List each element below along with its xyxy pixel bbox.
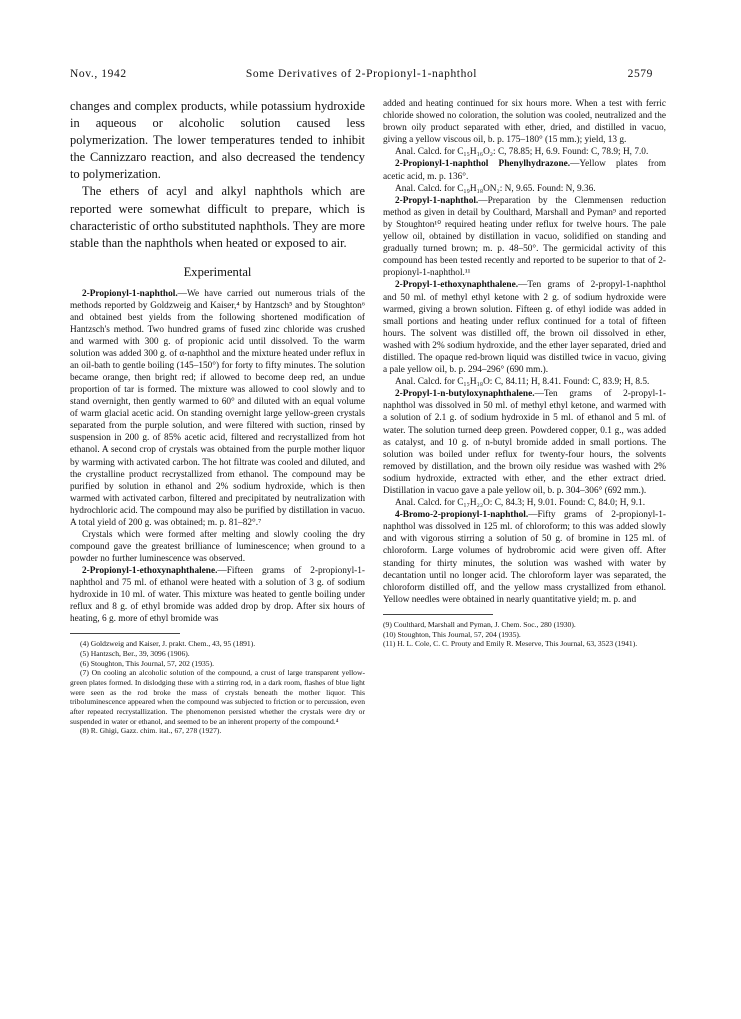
- procedure-text: —Fifty grams of 2-propionyl-1-naphthol was dissolved in 125 ml. of chloroform; to this was added slowly and with vigorous stirring a solution of 50 g. of bromine in 125 ml. of chloroform. Large volumes of hydrobromic acid were given off. After standing for thirty minutes, the solution was washed with water by decantation until no longer acid. The chloroform layer was separated, the chloroform distilled off, and the yellow mass crystallized from ethanol. Yellow needles were obtained in nearly quantitative yield; m. p. and: [383, 510, 666, 605]
- footnotes-right: [383, 620, 666, 649]
- footnotes-left: [70, 639, 365, 736]
- procedure-bromo-propionyl-naphthol: [383, 509, 666, 606]
- page-number: 2579: [627, 68, 653, 80]
- procedure-text: —We have carried out numerous trials of the methods reported by Goldzweig and Kaiser,⁴ by Hantzsch⁵ and by Stoughton⁶ and obtained best yields from the following shortened modification of Hantzsch's method. Two hundred grams of fused zinc chloride was crushed and warmed with 300 g. of propionic acid until dissolved. To the warm solution was added 300 g. of α-naphthol and the mixture heated under reflux in an oil-bath to gentle boiling (145–150°) for forty to fifty minutes. The solution became orange, then bright red; if allowed to become deep red, an undue proportion of tar is formed. The mixture was allowed to cool slowly and to stand overnight, then gently warmed to 60° and diluted with an equal volume of warm glacial acetic acid. On standing overnight large yellow-green crystals separated from the purple solution, and were filtered with suction, rinsed by suspension in 200 g. of 85% acetic acid, filtered and recrystallized from hot ethanol. A second crop of crystals was obtained from the purple mother liquor by warming with activated carbon. The hot filtrate was cooled and diluted, and the crystalline product recrystallized from ethanol. The compound may be purified by solution in ethanol and 2% sodium hydroxide, which is then warmed with activated carbon, filtered and precipitated by neutralization with hydrochloric acid. The compound may also be purified by distillation in vacuo. A total yield of 200 g. was obtained; m. p. 81–82°.⁷: [70, 288, 365, 528]
- compound-name: 2-Propyl-1-n-butyloxynaphthalene.: [395, 389, 535, 400]
- procedure-butyloxynaphthalene: [383, 388, 666, 497]
- procedure-text: —Ten grams of 2-propyl-1-naphthol and 50 ml. of methyl ethyl ketone with 2 g. of sodium hydroxide were warmed, giving a brown solution. Fifteen g. of ethyl iodide was added in small portions and heating under reflux continued for a total of fifteen hours. The solvent was distilled off, the brown oil dissolved in ether, washed with 2% sodium hydroxide, and the ether layer separated, dried and distilled. The opaque red-brown liquid was distilled twice in vacuo, giving a pale yellow oil, b. p. 294–296° (690 mm.).: [383, 280, 666, 376]
- analysis-line: Anal. Calcd. for C₁₅H₁₆O₂: C, 78.85; H, 6.9. Found: C, 78.9; H, 7.0.: [395, 147, 649, 158]
- procedure-text: —Ten grams of 2-propyl-1-naphthol was dissolved in 50 ml. of methyl ethyl ketone, and warmed with a solution of 2.1 g. of sodium hydroxide in 5 ml. of ethanol and 5 ml. of water. The solution turned deep green. Powdered copper, 0.1 g., was added as catalyst, and 10 g. of n-butyl bromide added in small portions. The solution was boiled under reflux for twenty-four hours, the solvents removed by distillation, and the brown oily residue was washed with 2% sodium hydroxide, extracted with ether, and the ether extract dried. Distillation in vacuo gave a pale yellow oil, b. p. 304–306° (692 mm.).: [383, 389, 666, 496]
- procedure-ethoxynaphthalene: [70, 565, 365, 625]
- footnote-divider: [70, 633, 180, 634]
- analysis-line: Anal. Calcd. for C₁₅H₁₈O: C, 84.11; H, 8.41. Found: C, 83.9; H, 8.5.: [395, 377, 650, 388]
- compound-name: 2-Propyl-1-naphthol.: [395, 195, 479, 206]
- footnote: (8) R. Ghigi, Gazz. chim. ital., 67, 278 (1927).: [80, 726, 222, 736]
- procedure-text: —Fifteen grams of 2-propionyl-1-naphthol and 75 ml. of ethanol were heated with a solution of 3 g. of sodium hydroxide in 10 ml. of water. This mixture was heated to gentle boiling under reflux and 8 g. of ethyl bromide was added drop by drop. After six hours of heating, 6 g. more of ethyl bromide was: [70, 565, 365, 625]
- section-heading: Experimental: [183, 264, 252, 279]
- header-title: Some Derivatives of 2-Propionyl-1-naphthol: [245, 68, 478, 80]
- luminescence-paragraph: Crystals which were formed after melting and slowly cooling the dry compound gave the greatest brilliance of luminescence; when ground to a powder no further luminescence was observed.: [70, 529, 365, 564]
- right-column: [383, 98, 666, 649]
- footnote: (6) Stoughton, This Journal, 57, 202 (1935).: [80, 658, 215, 668]
- footnote: (10) Stoughton, This Journal, 57, 204 (1935).: [383, 629, 521, 639]
- compound-name: 2-Propionyl-1-ethoxynaphthalene.: [82, 565, 218, 576]
- procedure-propionyl-naphthol: [70, 288, 365, 529]
- footnote: (5) Hantzsch, Ber., 39, 3096 (1906).: [80, 648, 190, 658]
- footnote-divider: [383, 614, 493, 615]
- procedure-text: —Yellow plates from acetic acid, m. p. 136°.: [383, 159, 667, 182]
- analysis-line: Anal. Calcd. for C₁₉H₁₈ON₂: N, 9.65. Found: N, 9.36.: [395, 183, 596, 194]
- procedure-propyl-naphthol: [383, 195, 666, 280]
- header-date: Nov., 1942: [70, 68, 127, 80]
- analysis-line: Anal. Calcd. for C₁₇H₂₂O: C, 84.3; H, 9.01. Found: C, 84.0; H, 9.1.: [395, 498, 646, 509]
- footnote: (7) On cooling an alcoholic solution of the compound, a crust of large transparent yellow-green plates formed. In dislodging these with a stirring rod, in a dark room, flashes of blue light were seen as the rod broke the mass of crystals beneath the mother liquor. This triboluminescence appeared when the compound was subjected to friction or to percussion, even after repeated recrystallization. The phenomenon persisted whether the crystals were dry or suspended in water or ethanol, and seemed to be an inherent property of the compound.⁴: [70, 668, 365, 726]
- footnote: (11) H. L. Cole, C. C. Prouty and Emily R. Meserve, This Journal, 63, 3523 (1941).: [383, 639, 638, 649]
- left-column: [70, 98, 365, 736]
- compound-name: 2-Propionyl-1-naphthol.: [82, 288, 178, 299]
- running-header: [70, 68, 653, 84]
- procedure-continued: added and heating continued for six hours more. When a test with ferric chloride showed no coloration, the solution was cooled, neutralized and the brown oily product separated with ether, dried, and distilled in vacuo, giving a yellow viscous oil, b. p. 175–180° (15 mm.); yield, 13 g.: [383, 99, 666, 146]
- compound-name: 4-Bromo-2-propionyl-1-naphthol.: [395, 510, 529, 521]
- compound-name: 2-Propionyl-1-naphthol Phenylhydrazone.: [395, 159, 571, 170]
- procedure-text: —Preparation by the Clemmensen reduction method as given in detail by Coulthard, Marshall and Pyman⁹ and reported by Stoughton¹⁰ required heating under reflux for twelve hours. The pale yellow oil, obtained by distillation in vacuo, solidified on standing and gradually turned brown; m. p. 48–50°. The germicidal activity of this compound has been tested recently and reported to be superior to that of 2-propionyl-1-naphthol.¹¹: [383, 195, 666, 279]
- footnote: (9) Coulthard, Marshall and Pyman, J. Chem. Soc., 280 (1930).: [383, 619, 576, 629]
- ethers-paragraph: The ethers of acyl and alkyl naphthols which are reported were somewhat difficult to prepare, which is characteristic of ortho substituted naphthols. They are more stable than the naphthols when heated or exposed to air.: [70, 184, 365, 250]
- footnote: (4) Goldzweig and Kaiser, J. prakt. Chem., 43, 95 (1891).: [80, 639, 256, 649]
- procedure-phenylhydrazone: [383, 158, 666, 182]
- procedure-propyl-ethoxynaphthalene: [383, 279, 666, 376]
- intro-paragraph: changes and complex products, while potassium hydroxide in aqueous or alcoholic solution caused less polymerization. The lower temperatures tended to inhibit the Cannizzaro reaction, and also decreased the tendency to polymerization.: [70, 99, 365, 182]
- compound-name: 2-Propyl-1-ethoxynaphthalene.: [395, 280, 519, 291]
